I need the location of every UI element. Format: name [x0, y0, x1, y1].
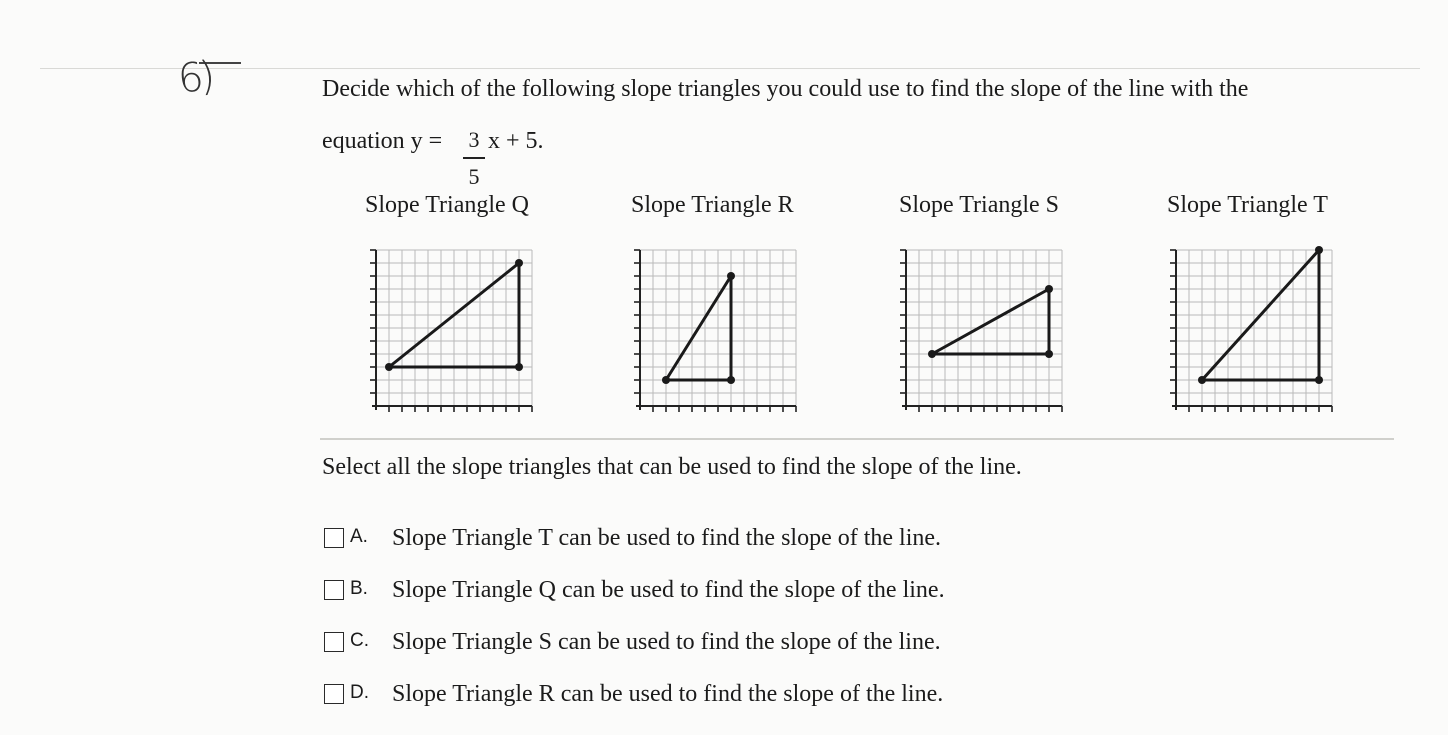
triangle-r-title: Slope Triangle R — [631, 192, 794, 218]
triangle-vertex — [1045, 285, 1053, 293]
option-c-letter: C. — [350, 630, 369, 651]
scan-artifact-line — [40, 68, 1420, 69]
slope-triangle — [932, 289, 1049, 354]
question-number: 6) — [175, 53, 214, 103]
triangle-vertex — [515, 259, 523, 267]
triangle-vertex — [1315, 376, 1323, 384]
option-a-letter: A. — [350, 526, 368, 547]
triangle-vertex — [928, 350, 936, 358]
triangle-q-title: Slope Triangle Q — [365, 192, 530, 218]
question-number-digit: 6 — [175, 54, 202, 103]
option-c-checkbox[interactable] — [324, 632, 344, 652]
option-a-text: Slope Triangle T can be used to find the slope of the line. — [392, 525, 942, 551]
triangle-vertex — [1045, 350, 1053, 358]
triangle-vertex — [662, 376, 670, 384]
triangle-vertex — [727, 272, 735, 280]
triangle-t-title: Slope Triangle T — [1167, 192, 1328, 218]
triangle-vertex — [1315, 246, 1323, 254]
triangle-t-graph — [1168, 242, 1340, 414]
triangle-q-graph — [368, 242, 540, 414]
triangle-r-graph — [632, 242, 804, 414]
triangle-vertex — [1198, 376, 1206, 384]
option-a-checkbox[interactable] — [324, 528, 344, 548]
question-prompt: Decide which of the following slope triangles you could use to find the slope of the line with the — [322, 76, 1249, 102]
triangle-s-title: Slope Triangle S — [899, 192, 1060, 218]
equation-fraction — [463, 128, 485, 189]
option-c-text: Slope Triangle S can be used to find the slope of the line. — [392, 629, 941, 655]
option-b-text: Slope Triangle Q can be used to find the slope of the line. — [392, 577, 945, 603]
option-d-checkbox[interactable] — [324, 684, 344, 704]
option-d-text: Slope Triangle R can be used to find the slope of the line. — [392, 681, 944, 707]
option-d-letter: D. — [350, 682, 369, 703]
triangle-vertex — [727, 376, 735, 384]
equation-prefix: equation y = — [322, 128, 443, 154]
fraction-bar — [463, 157, 485, 159]
option-b-checkbox[interactable] — [324, 580, 344, 600]
triangle-vertex — [515, 363, 523, 371]
option-b-letter: B. — [350, 578, 368, 599]
fraction-denominator: 5 — [468, 164, 480, 189]
fraction-numerator: 3 — [468, 127, 480, 152]
equation-suffix: x + 5. — [488, 128, 544, 154]
instruction-text: Select all the slope triangles that can be used to find the slope of the line. — [322, 454, 1022, 480]
triangle-s-graph — [898, 242, 1070, 414]
section-divider — [320, 438, 1394, 440]
triangle-vertex — [385, 363, 393, 371]
